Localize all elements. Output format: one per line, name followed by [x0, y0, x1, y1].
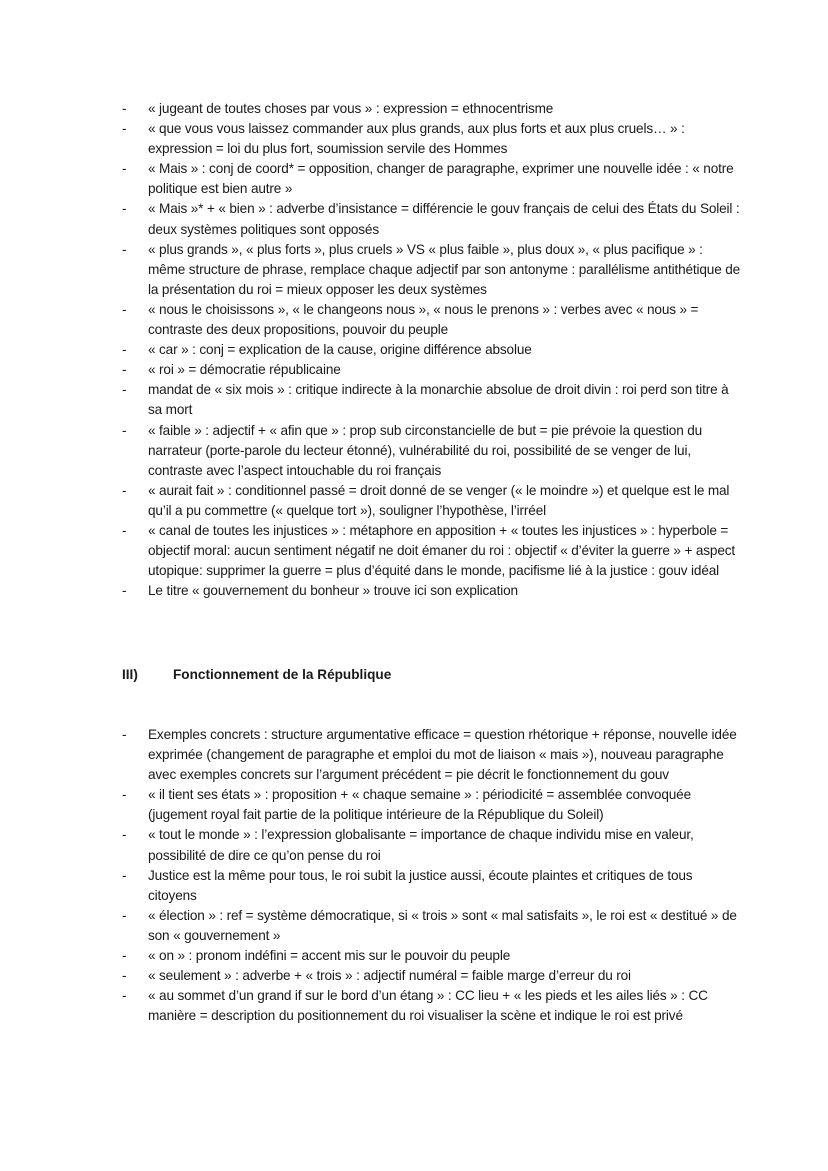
list-item	[122, 380, 742, 420]
list-item	[122, 99, 742, 119]
section-heading	[122, 665, 391, 685]
list-item	[122, 421, 742, 481]
list-item-text: « Mais »* + « bien » : adverbe d’insistance = différencie le gouv français de celui des États du Soleil : deux systèmes politiques sont opposés	[148, 201, 740, 237]
list-item-text: « on » : pronom indéfini = accent mis sur le pouvoir du peuple	[148, 948, 511, 964]
bullet-dash: -	[122, 422, 127, 438]
bullet-dash: -	[122, 727, 127, 742]
list-item	[122, 240, 742, 300]
list-item	[122, 159, 742, 199]
list-item	[122, 725, 742, 785]
bullet-dash: -	[122, 907, 127, 923]
list-item-text: « tout le monde » : l’expression globalisante = importance de chaque individu mise en valeur, possibilité de dire ce qu’on pense du roi	[148, 827, 694, 863]
bullet-dash: -	[122, 342, 127, 358]
bullet-dash: -	[122, 522, 127, 538]
bullet-dash: -	[122, 201, 127, 217]
list-item	[122, 340, 742, 360]
list-item-text: « il tient ses états » : proposition + « chaque semaine » : périodicité = assemblée convoquée (jugement royal fait partie de la politique intérieure de la République du Soleil)	[148, 787, 691, 823]
list-item-text: « nous le choisissons », « le changeons nous », « nous le prenons » : verbes avec « nous » = contraste des deux propositions, pouvoir du peuple	[148, 301, 699, 338]
list-item-text: Justice est la même pour tous, le roi subit la justice aussi, écoute plaintes et critiques de tous citoyens	[148, 867, 693, 903]
bullet-dash: -	[122, 948, 127, 964]
list-item	[122, 481, 742, 521]
list-item	[122, 521, 742, 581]
bullet-dash: -	[122, 482, 127, 498]
list-item-text: « aurait fait » : conditionnel passé = droit donné de se venger (« le moindre ») et quelque est le mal qu’il a pu commettre (« quelque tort »), souligner l’hypothèse, l’irréel	[148, 482, 730, 518]
bullet-dash: -	[122, 161, 127, 177]
list-item-text: « que vous vous laissez commander aux plus grands, aux plus forts et aux plus cruels… » : expression = loi du plus fort, soumission servile des Hommes	[148, 121, 685, 157]
list-item	[122, 581, 742, 601]
bullet-dash: -	[122, 301, 127, 317]
section-number: III)	[122, 667, 138, 682]
list-item-text: Exemples concrets : structure argumentative efficace = question rhétorique + réponse, nouvelle idée exprimée (changement de paragraphe et emploi du mot de liaison « mais »), nouveau paragraphe avec exemples concrets sur l’argument précédent = pie décrit le fonctionnement du gouv	[148, 727, 737, 783]
list-item-text: Le titre « gouvernement du bonheur » trouve ici son explication	[148, 583, 518, 599]
list-item	[122, 825, 742, 865]
list-item-text: « plus grands », « plus forts », plus cruels » VS « plus faible », plus doux », « plus pacifique » : même structure de phrase, remplace chaque adjectif par son antonyme : parallélisme antithétique de la présentation du roi = mieux opposer les deux systèmes	[148, 241, 741, 297]
list-item	[122, 866, 742, 906]
list-item	[122, 300, 742, 340]
list-item-text: « au sommet d’un grand if sur le bord d’un étang » : CC lieu + « les pieds et les ailes liés » : CC manière = description du positionnement du roi visualiser la scène et indique le roi est privé	[148, 988, 708, 1024]
bullet-dash: -	[122, 241, 127, 257]
bullet-dash: -	[122, 867, 127, 883]
list-item-text: « canal de toutes les injustices » : métaphore en apposition + « toutes les injustices » : hyperbole = objectif moral: aucun sentiment négatif ne doit émaner du roi : objectif « d’éviter la guerre » + aspect utopique: supprimer la guerre = plus d’équité dans le monde, pacifisme lié à la justice : gouv idéal	[148, 522, 736, 579]
list-item	[122, 906, 742, 946]
list-item	[122, 785, 742, 825]
list-item-text: « roi » = démocratie républicaine	[148, 362, 341, 378]
bullet-list-top	[122, 99, 742, 601]
bullet-dash: -	[122, 362, 127, 378]
bullet-list-section-3	[122, 725, 742, 1026]
bullet-dash: -	[122, 101, 127, 116]
list-item	[122, 199, 742, 239]
list-item-text: « faible » : adjectif + « afin que » : prop sub circonstancielle de but = pie prévoie la question du narrateur (porte-parole du lecteur étonné), vulnérabilité du roi, possibilité de se venger de lui, contraste avec l’aspect intouchable du roi français	[148, 422, 703, 478]
list-item-text: « jugeant de toutes choses par vous » : expression = ethnocentrisme	[148, 101, 554, 116]
list-item-text: « élection » : ref = système démocratique, si « trois » sont « mal satisfaits », le roi est « destitué » de son « gouvernement »	[148, 907, 737, 943]
bullet-dash: -	[122, 382, 127, 398]
list-item	[122, 986, 742, 1026]
bullet-dash: -	[122, 988, 127, 1004]
list-item-text: mandat de « six mois » : critique indirecte à la monarchie absolue de droit divin : roi perd son titre à sa mort	[148, 382, 729, 418]
list-item-text: « Mais » : conj de coord* = opposition, changer de paragraphe, exprimer une nouvelle idée : « notre politique est bien autre »	[148, 161, 734, 197]
list-item	[122, 119, 742, 159]
bullet-dash: -	[122, 583, 127, 599]
list-item	[122, 966, 742, 986]
bullet-dash: -	[122, 121, 127, 137]
list-item-text: « seulement » : adverbe + « trois » : adjectif numéral = faible marge d’erreur du roi	[148, 968, 631, 984]
list-item	[122, 360, 742, 380]
list-item	[122, 946, 742, 966]
bullet-dash: -	[122, 827, 127, 843]
section-title: Fonctionnement de la République	[173, 667, 392, 682]
list-item-text: « car » : conj = explication de la cause, origine différence absolue	[148, 342, 532, 358]
bullet-dash: -	[122, 787, 127, 803]
bullet-dash: -	[122, 968, 127, 984]
